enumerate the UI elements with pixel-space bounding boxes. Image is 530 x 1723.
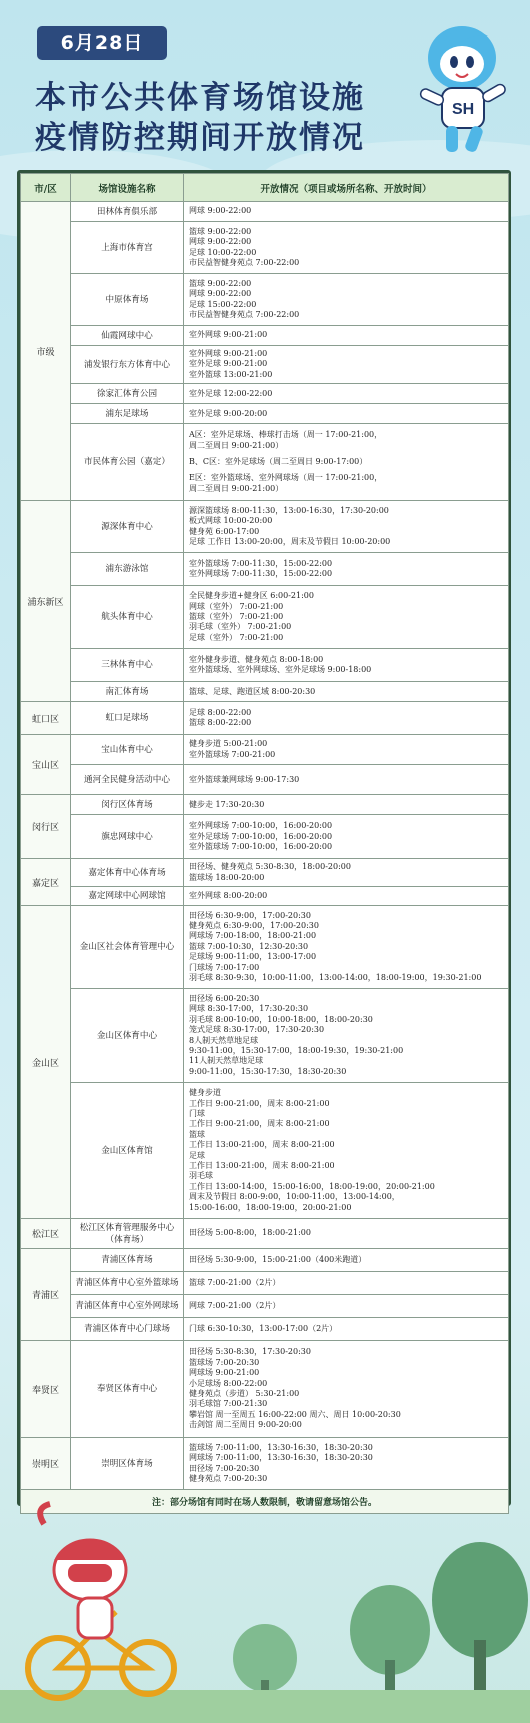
venue-name-cell: 仙霞网球中心 [71, 326, 184, 346]
opening-info-line: 周二至周日 9:00-21:00） [189, 483, 284, 493]
opening-info-cell [184, 222, 509, 274]
table-row [21, 553, 509, 586]
opening-info-line: 足球 工作日 13:00-20:00，周末及节假日 10:00-20:00 [189, 537, 391, 547]
opening-info-line: 篮球 9:00-22:00 [189, 226, 252, 236]
table-row [21, 274, 509, 326]
venue-name-cell: 青浦区体育中心室外篮球场 [71, 1272, 184, 1295]
opening-info-cell [184, 1341, 509, 1438]
opening-info-line: 足球 10:00-22:00 [189, 247, 257, 257]
table-row [21, 1318, 509, 1341]
table-row [21, 1219, 509, 1249]
opening-info-line: 工作日 13:00-14:00，15:00-16:00，18:00-19:00，20:00-21:00 [189, 1181, 435, 1191]
venue-table-card [17, 170, 511, 1509]
venue-name-cell: 徐家汇体育公园 [71, 384, 184, 404]
opening-info-line: 8人制天然草地足球 [189, 1035, 259, 1045]
table-row [21, 1249, 509, 1272]
opening-info-line: 源深篮球场 8:00-11:30，13:00-16:30，17:30-20:00 [189, 505, 389, 515]
venue-name-cell: 奉贤区体育中心 [71, 1341, 184, 1438]
opening-info-line: 室外网球 9:00-21:00 [189, 349, 268, 358]
opening-info-line: 篮球 9:00-22:00 [189, 278, 252, 288]
opening-info-line: 15:00-16:00，18:00-19:00，20:00-21:00 [189, 1202, 352, 1212]
table-row [21, 404, 509, 424]
venue-name-cell: 通河全民健身活动中心 [71, 765, 184, 795]
table-row [21, 887, 509, 906]
opening-info-line: 篮球场 18:00-20:00 [189, 872, 265, 882]
table-row [21, 202, 509, 222]
venue-name-cell: 青浦区体育场 [71, 1249, 184, 1272]
table-row [21, 1438, 509, 1490]
opening-info-line: 9:00-11:00，15:30-17:30，18:30-20:30 [189, 1066, 347, 1076]
cyclist-mascot-icon [20, 1500, 180, 1710]
opening-info-line: 工作日 13:00-21:00，周末 8:00-21:00 [189, 1160, 335, 1170]
district-cell: 金山区 [21, 906, 71, 1219]
district-cell: 市级 [21, 202, 71, 501]
venue-name-cell: 上海市体育宫 [71, 222, 184, 274]
opening-info-line: 室外网球 9:00-21:00 [189, 330, 268, 340]
opening-info-line: 9:30-11:00，15:30-17:00，18:00-19:30，19:30-21:00 [189, 1045, 404, 1055]
opening-info-cell [184, 384, 509, 404]
district-cell: 闵行区 [21, 795, 71, 859]
opening-info-line: 网球 9:00-22:00 [189, 289, 252, 299]
opening-info-cell [184, 795, 509, 815]
table-row [21, 346, 509, 384]
venue-name-cell: 金山区体育中心 [71, 989, 184, 1083]
opening-info-line: 击剑馆 周二至周日 9:00-20:00 [189, 1420, 302, 1430]
opening-info-line: 11人制天然草地足球 [189, 1056, 264, 1066]
opening-info-line: 篮球 7:00-21:00（2片） [189, 1277, 281, 1287]
opening-info-cell [184, 1438, 509, 1490]
opening-info-line: 网球 9:00-22:00 [189, 206, 252, 216]
opening-info-cell [184, 1083, 509, 1219]
venue-name-cell: 三林体育中心 [71, 649, 184, 682]
district-cell: 奉贤区 [21, 1341, 71, 1438]
opening-info-line: 田径场 5:30-8:30，17:30-20:30 [189, 1347, 311, 1357]
opening-info-cell [184, 274, 509, 326]
opening-info-line: 室外足球场 7:00-10:00，16:00-20:00 [189, 831, 333, 841]
table-row [21, 586, 509, 649]
opening-info-line: 健身苑点 6:30-9:00，17:00-20:30 [189, 921, 319, 931]
page-title [35, 78, 415, 158]
table-row [21, 384, 509, 404]
opening-info-line: 室外足球 9:00-20:00 [189, 408, 268, 418]
opening-info-line: 室外足球 9:00-21:00 [189, 359, 268, 369]
opening-info-cell [184, 586, 509, 649]
venue-name-cell: 青浦区体育中心门球场 [71, 1318, 184, 1341]
opening-info-cell [184, 765, 509, 795]
footnote: 注：部分场馆有同时在场人数限制，敬请留意场馆公告。 [21, 1490, 509, 1514]
opening-info-cell [184, 815, 509, 859]
district-cell: 浦东新区 [21, 501, 71, 702]
venue-name-cell: 源深体育中心 [71, 501, 184, 553]
opening-info-cell [184, 1272, 509, 1295]
venue-name-cell: 闵行区体育场 [71, 795, 184, 815]
opening-info-line: 足球（室外） 7:00-21:00 [189, 632, 284, 642]
opening-info-line: 室外健身步道、健身苑点 8:00-18:00 [189, 654, 324, 664]
opening-info-cell [184, 1318, 509, 1341]
opening-info-cell [184, 649, 509, 682]
table-row [21, 765, 509, 795]
table-row [21, 906, 509, 989]
opening-info-line: 室外足球 12:00-22:00 [189, 388, 273, 398]
venue-name-cell: 中原体育场 [71, 274, 184, 326]
opening-info-line: 羽毛球馆 7:00-21:30 [189, 1399, 268, 1409]
opening-info-line: 室外篮球场 7:00-11:30，15:00-22:00 [189, 558, 333, 568]
table-row [21, 1272, 509, 1295]
table-row [21, 222, 509, 274]
opening-info-line: 羽毛球 [189, 1171, 213, 1181]
table-row [21, 682, 509, 702]
opening-info-line: 篮球（室外） 7:00-21:00 [189, 612, 284, 622]
opening-info-cell [184, 326, 509, 346]
district-cell: 崇明区 [21, 1438, 71, 1490]
title-line-1: 本市公共体育场馆设施 [35, 80, 365, 116]
opening-info-line: 足球 15:00-22:00 [189, 299, 257, 309]
opening-info-line: 室外网球 8:00-20:00 [189, 890, 268, 900]
opening-info-line: 室外篮球场 7:00-10:00，16:00-20:00 [189, 841, 333, 851]
opening-info-line: 网球场 7:00-11:00，13:30-16:30，18:30-20:30 [189, 1453, 373, 1463]
venue-name-cell: 旗忠网球中心 [71, 815, 184, 859]
venue-name-cell: 南汇体育场 [71, 682, 184, 702]
opening-info-line: 网球场 7:00-18:00，18:00-21:00 [189, 931, 317, 941]
opening-info-cell [184, 1219, 509, 1249]
opening-info-line: 健身步道 [189, 1088, 221, 1098]
opening-info-line: 室外网球场 7:00-10:00，16:00-20:00 [189, 821, 333, 831]
opening-info-cell [184, 501, 509, 553]
opening-info-line: 工作日 9:00-21:00，周末 8:00-21:00 [189, 1119, 330, 1129]
col-district-header: 市/区 [21, 174, 71, 202]
opening-info-line: 室外篮球 13:00-21:00 [189, 369, 273, 379]
opening-info-line: 网球 8:30-17:00，17:30-20:30 [189, 1004, 309, 1014]
opening-info-line: 田径场 7:00-20:30 [189, 1463, 260, 1473]
table-body [21, 202, 509, 1514]
district-cell: 嘉定区 [21, 859, 71, 906]
opening-info-line: 篮球场 7:00-20:30 [189, 1357, 260, 1367]
opening-info-cell [184, 906, 509, 989]
table-row [21, 326, 509, 346]
venue-name-cell: 松江区体育管理服务中心（体育场） [71, 1219, 184, 1249]
district-cell: 虹口区 [21, 702, 71, 735]
opening-info-line: 篮球、足球、跑道区域 8:00-20:30 [189, 686, 316, 696]
opening-info-line: 足球 8:00-22:00 [189, 707, 252, 717]
venue-name-cell: 市民体育公园（嘉定） [71, 424, 184, 501]
venue-name-cell: 航头体育中心 [71, 586, 184, 649]
mascot-icon [402, 18, 518, 158]
opening-info-cell [184, 887, 509, 906]
table-row [21, 1341, 509, 1438]
date-badge: 6月28日 [37, 26, 167, 60]
opening-info-cell [184, 346, 509, 384]
mascot-shirt-text: SH [452, 101, 475, 118]
venue-name-cell: 浦东足球场 [71, 404, 184, 424]
venue-name-cell: 浦东游泳馆 [71, 553, 184, 586]
opening-info-line: 工作日 9:00-21:00，周末 8:00-21:00 [189, 1098, 330, 1108]
opening-info-line: 网球场 9:00-21:00 [189, 1368, 260, 1378]
opening-info-line: 室外网球场 7:00-11:30，15:00-22:00 [189, 569, 333, 579]
opening-info-line: 门球 6:30-10:30，13:00-17:00（2片） [189, 1323, 338, 1333]
opening-info-cell [184, 735, 509, 765]
venue-name-cell: 虹口足球场 [71, 702, 184, 735]
opening-info-line: 田径场 6:30-9:00，17:00-20:30 [189, 910, 311, 920]
opening-info-cell [184, 404, 509, 424]
opening-info-line: B、C区：室外足球场（周二至周日 9:00-17:00） [189, 457, 368, 467]
opening-info-line: 田径场 5:30-9:00，15:00-21:00（400米跑道） [189, 1254, 367, 1264]
opening-info-cell [184, 424, 509, 501]
table-row [21, 989, 509, 1083]
opening-info-cell [184, 1295, 509, 1318]
table-row [21, 859, 509, 887]
opening-info-line: 健身苑 6:00-17:00 [189, 526, 260, 536]
opening-info-line: 室外篮球场 7:00-21:00 [189, 749, 276, 759]
table-row [21, 1083, 509, 1219]
table-row [21, 1295, 509, 1318]
venue-name-cell: 金山区社会体育管理中心 [71, 906, 184, 989]
opening-info-line: 田径场 6:00-20:30 [189, 993, 260, 1003]
opening-info-line: 足球 [189, 1150, 205, 1160]
opening-info-line: A区：室外足球场、棒球打击场（周一 17:00-21:00， [189, 430, 383, 440]
opening-info-line: 室外篮球场、室外网球场、室外足球场 9:00-18:00 [189, 665, 372, 675]
opening-info-cell [184, 682, 509, 702]
venue-table [20, 173, 509, 1514]
venue-name-cell: 浦发银行东方体育中心 [71, 346, 184, 384]
opening-info-line: 篮球 [189, 1129, 205, 1139]
opening-info-cell [184, 553, 509, 586]
opening-info-line: 健身苑点 7:00-20:30 [189, 1473, 268, 1483]
opening-info-line: 门球场 7:00-17:00 [189, 962, 260, 972]
opening-info-line: 篮球 7:00-10:30，12:30-20:30 [189, 941, 309, 951]
opening-info-line: 羽毛球 8:00-10:00，10:00-18:00，18:00-20:30 [189, 1014, 373, 1024]
opening-info-line: 周末及节假日 8:00-9:00，10:00-11:00，13:00-14:00， [189, 1192, 400, 1202]
opening-info-line: 田径场 5:00-8:00，18:00-21:00 [189, 1228, 311, 1238]
col-open-header: 开放情况（项目或场所名称、开放时间） [184, 174, 509, 202]
opening-info-line: 健步走 17:30-20:30 [189, 799, 265, 809]
opening-info-line: 网球 9:00-22:00 [189, 237, 252, 247]
opening-info-line: 羽毛球（室外） 7:00-21:00 [189, 622, 292, 632]
opening-info-line: 健身苑点（步道） 5:30-21:00 [189, 1389, 300, 1399]
title-line-2: 疫情防控期间开放情况 [35, 120, 365, 156]
district-cell: 宝山区 [21, 735, 71, 795]
opening-info-line: 田径场、健身苑点 5:30-8:30，18:00-20:00 [189, 862, 351, 872]
venue-name-cell: 田林体育俱乐部 [71, 202, 184, 222]
opening-info-line: 小足球场 8:00-22:00 [189, 1378, 268, 1388]
opening-info-cell [184, 1249, 509, 1272]
opening-info-line: 笼式足球 8:30-17:00，17:30-20:30 [189, 1025, 325, 1035]
opening-info-line: 门球 [189, 1108, 205, 1118]
opening-info-line: 板式网球 10:00-20:00 [189, 516, 273, 526]
opening-info-line: 网球（室外） 7:00-21:00 [189, 601, 284, 611]
opening-info-cell [184, 989, 509, 1083]
venue-name-cell: 青浦区体育中心室外网球场 [71, 1295, 184, 1318]
opening-info-cell [184, 859, 509, 887]
opening-info-line: 市民益智健身苑点 7:00-22:00 [189, 309, 300, 319]
opening-info-line: 足球场 9:00-11:00，13:00-17:00 [189, 952, 317, 962]
table-row [21, 501, 509, 553]
table-row [21, 702, 509, 735]
opening-info-line: 工作日 13:00-21:00，周末 8:00-21:00 [189, 1140, 335, 1150]
opening-info-line: 篮球 8:00-22:00 [189, 718, 252, 728]
table-header-row [21, 174, 509, 202]
opening-info-line: 健身步道 5:00-21:00 [189, 739, 268, 749]
opening-info-line: 市民益智健身苑点 7:00-22:00 [189, 257, 300, 267]
opening-info-line: 网球 7:00-21:00（2片） [189, 1300, 281, 1310]
table-row [21, 649, 509, 682]
opening-info-line: 攀岩馆 周一至周五 16:00-22:00 周六、周日 10:00-20:30 [189, 1409, 401, 1419]
table-row [21, 424, 509, 501]
opening-info-line: 篮球场 7:00-11:00，13:30-16:30，18:30-20:30 [189, 1442, 373, 1452]
opening-info-line: 羽毛球 8:30-9:30，10:00-11:00，13:00-14:00，18:00-19:00，19:30-21:00 [189, 973, 482, 983]
table-row [21, 815, 509, 859]
opening-info-cell [184, 702, 509, 735]
col-venue-header: 场馆设施名称 [71, 174, 184, 202]
opening-info-line: E区：室外篮球场、室外网球场（周一 17:00-21:00， [189, 473, 383, 483]
district-cell: 青浦区 [21, 1249, 71, 1341]
venue-name-cell: 嘉定体育中心体育场 [71, 859, 184, 887]
venue-name-cell: 崇明区体育场 [71, 1438, 184, 1490]
district-cell: 松江区 [21, 1219, 71, 1249]
opening-info-cell [184, 202, 509, 222]
table-row [21, 735, 509, 765]
venue-name-cell: 嘉定网球中心网球馆 [71, 887, 184, 906]
opening-info-line: 全民健身步道+健身区 6:00-21:00 [189, 591, 314, 601]
venue-name-cell: 宝山体育中心 [71, 735, 184, 765]
opening-info-line: 周二至周日 9:00-21:00） [189, 440, 284, 450]
table-row [21, 795, 509, 815]
venue-name-cell: 金山区体育馆 [71, 1083, 184, 1219]
opening-info-line: 室外篮球兼网球场 9:00-17:30 [189, 774, 300, 784]
